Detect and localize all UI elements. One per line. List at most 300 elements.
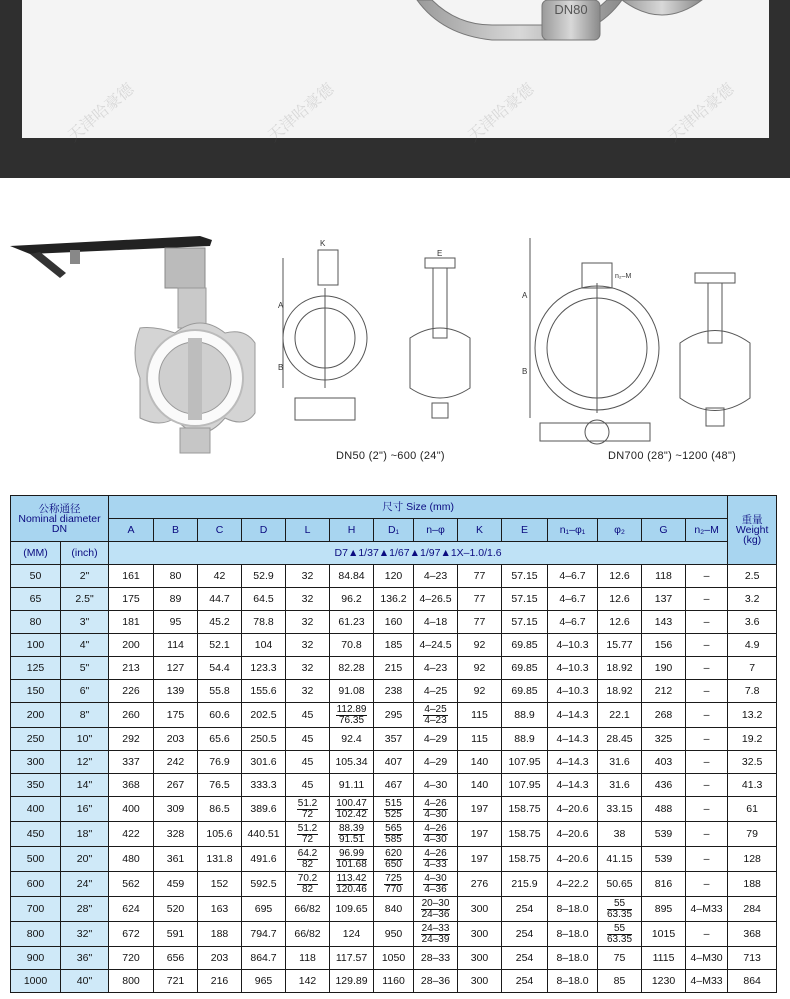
cell-e: 158.75 <box>502 847 548 872</box>
cell-inch: 40" <box>61 970 109 993</box>
header-nominal-diameter <box>11 496 109 542</box>
cell-e: 254 <box>502 970 548 993</box>
label-b: B <box>278 363 284 372</box>
cell-e: 69.85 <box>502 634 548 657</box>
cell-nphi: 4–26.5 <box>414 588 458 611</box>
cell-n1phi1: 4–14.3 <box>548 703 598 728</box>
cell-nphi <box>414 703 458 728</box>
table-row <box>11 703 777 728</box>
cell-d: 389.6 <box>242 797 286 822</box>
cell-g: 488 <box>642 797 686 822</box>
cell-n1phi1: 4–14.3 <box>548 728 598 751</box>
value-bottom: 4–30 <box>424 808 447 820</box>
value-top: 620 <box>385 847 402 859</box>
cell-w: 864 <box>728 970 777 993</box>
cell-inch: 16" <box>61 797 109 822</box>
value-top: 55 <box>607 924 632 935</box>
table-row <box>11 822 777 847</box>
cell-d1: 120 <box>374 565 414 588</box>
cell-l: 32 <box>286 657 330 680</box>
cell-a: 422 <box>109 822 154 847</box>
valve-drawings <box>0 178 790 493</box>
fraction-value <box>423 705 447 726</box>
cell-h: 105.34 <box>330 751 374 774</box>
fraction-value <box>297 824 318 845</box>
cell-e: 69.85 <box>502 657 548 680</box>
cell-b: 459 <box>154 872 198 897</box>
valve-top-illustration <box>22 0 769 138</box>
cell-a: 200 <box>109 634 154 657</box>
cell-b: 328 <box>154 822 198 847</box>
cell-g: 539 <box>642 822 686 847</box>
fraction-value <box>336 705 368 726</box>
cell-g: 190 <box>642 657 686 680</box>
cell-d1: 357 <box>374 728 414 751</box>
cell-d1: 1160 <box>374 970 414 993</box>
cell-a: 213 <box>109 657 154 680</box>
cell-l: 142 <box>286 970 330 993</box>
cell-b: 127 <box>154 657 198 680</box>
value-top: 4–30 <box>424 872 447 884</box>
cell-k: 92 <box>458 634 502 657</box>
cell-d: 440.51 <box>242 822 286 847</box>
cell-w: 61 <box>728 797 777 822</box>
cell-e: 215.9 <box>502 872 548 897</box>
label-b: B <box>522 367 528 376</box>
cell-g: 436 <box>642 774 686 797</box>
cell-n2m: – <box>686 680 728 703</box>
spec-table <box>10 495 777 993</box>
unit-inch: (inch) <box>61 542 109 565</box>
cell-c: 45.2 <box>198 611 242 634</box>
fraction-value <box>297 874 318 895</box>
cell-inch: 10" <box>61 728 109 751</box>
cell-a: 480 <box>109 847 154 872</box>
value-top: 51.2 <box>297 822 318 834</box>
cell-b: 721 <box>154 970 198 993</box>
cell-phi2: 50.65 <box>598 872 642 897</box>
cell-d: 301.6 <box>242 751 286 774</box>
table-row <box>11 751 777 774</box>
cell-w: 4.9 <box>728 634 777 657</box>
value-bottom: 63.35 <box>607 933 633 945</box>
fraction-value <box>607 899 632 920</box>
value-bottom: 24–36 <box>421 908 450 920</box>
cell-w: 13.2 <box>728 703 777 728</box>
fraction-value <box>384 824 403 845</box>
cell-g: 403 <box>642 751 686 774</box>
cell-a: 226 <box>109 680 154 703</box>
fraction-value <box>384 849 403 870</box>
cell-phi2: 18.92 <box>598 680 642 703</box>
value-top: 725 <box>385 872 402 884</box>
value-top: 70.2 <box>297 872 318 884</box>
cell-e: 158.75 <box>502 797 548 822</box>
cell-phi2: 33.15 <box>598 797 642 822</box>
cell-n2m: – <box>686 847 728 872</box>
cell-c: 203 <box>198 947 242 970</box>
cell-a: 292 <box>109 728 154 751</box>
cell-g: 137 <box>642 588 686 611</box>
cell-nphi: 28–36 <box>414 970 458 993</box>
table-row <box>11 947 777 970</box>
cell-b: 175 <box>154 703 198 728</box>
cell-inch: 5" <box>61 657 109 680</box>
cell-inch: 20" <box>61 847 109 872</box>
standard-code: D7▲1/37▲1/67▲1/97▲1X–1.0/1.6 <box>109 542 728 565</box>
cell-nphi: 4–30 <box>414 774 458 797</box>
cell-e: 57.15 <box>502 565 548 588</box>
header-nominal-en: Nominal diameter <box>18 512 101 525</box>
fraction-value <box>421 924 451 945</box>
cell-g: 268 <box>642 703 686 728</box>
cell-h: 91.11 <box>330 774 374 797</box>
column-header: E <box>502 519 548 542</box>
cell-w: 3.6 <box>728 611 777 634</box>
cell-l <box>286 847 330 872</box>
value-top: 112.89 <box>336 703 367 715</box>
cell-mm: 450 <box>11 822 61 847</box>
cell-phi2: 12.6 <box>598 588 642 611</box>
cell-d1 <box>374 847 414 872</box>
cell-n1phi1: 4–20.6 <box>548 797 598 822</box>
cell-d: 794.7 <box>242 922 286 947</box>
cell-h <box>330 847 374 872</box>
cell-d1: 160 <box>374 611 414 634</box>
cell-a: 800 <box>109 970 154 993</box>
cell-d1: 136.2 <box>374 588 414 611</box>
cell-phi2: 31.6 <box>598 751 642 774</box>
cell-nphi: 4–29 <box>414 728 458 751</box>
cell-w: 128 <box>728 847 777 872</box>
cell-d1: 238 <box>374 680 414 703</box>
cell-n2m: 4–M30 <box>686 947 728 970</box>
value-bottom: 72 <box>301 833 314 845</box>
cell-inch: 2.5" <box>61 588 109 611</box>
cell-c: 163 <box>198 897 242 922</box>
cell-a: 368 <box>109 774 154 797</box>
fraction-value <box>423 824 447 845</box>
label-a: A <box>522 291 528 300</box>
label-n2m: n₂–M <box>615 273 632 280</box>
cell-phi2: 75 <box>598 947 642 970</box>
cell-k: 115 <box>458 703 502 728</box>
cell-inch: 3" <box>61 611 109 634</box>
cell-inch: 6" <box>61 680 109 703</box>
value-bottom: 63.35 <box>607 908 633 920</box>
value-bottom: 120.46 <box>336 883 367 895</box>
cell-h: 96.2 <box>330 588 374 611</box>
cell-mm: 800 <box>11 922 61 947</box>
cell-d: 64.5 <box>242 588 286 611</box>
cell-n2m: – <box>686 774 728 797</box>
cell-d1 <box>374 872 414 897</box>
cell-h <box>330 703 374 728</box>
value-top: 4–26 <box>424 847 447 859</box>
cell-mm: 500 <box>11 847 61 872</box>
cell-k: 115 <box>458 728 502 751</box>
cell-d: 52.9 <box>242 565 286 588</box>
table-row <box>11 680 777 703</box>
cell-g: 1115 <box>642 947 686 970</box>
cell-g: 1015 <box>642 922 686 947</box>
table-row <box>11 565 777 588</box>
label-e: E <box>437 249 443 258</box>
cell-b: 309 <box>154 797 198 822</box>
cell-b: 591 <box>154 922 198 947</box>
cell-a: 624 <box>109 897 154 922</box>
column-header: D <box>242 519 286 542</box>
cell-d1: 215 <box>374 657 414 680</box>
column-header: D₁ <box>374 519 414 542</box>
cell-n1phi1: 4–10.3 <box>548 680 598 703</box>
cell-n1phi1: 8–18.0 <box>548 947 598 970</box>
cell-a: 175 <box>109 588 154 611</box>
value-top: 96.99 <box>336 849 367 860</box>
unit-mm: (MM) <box>11 542 61 565</box>
fraction-value <box>423 799 447 820</box>
cell-w: 19.2 <box>728 728 777 751</box>
cell-n1phi1: 4–6.7 <box>548 611 598 634</box>
value-top: 55 <box>607 899 632 910</box>
table-row <box>11 847 777 872</box>
cell-k: 92 <box>458 680 502 703</box>
cell-nphi <box>414 922 458 947</box>
drawing-dn50-side <box>410 249 470 418</box>
header-size: 尺寸 Size (mm) <box>109 496 728 519</box>
cell-e: 88.9 <box>502 728 548 751</box>
value-bottom: 4–30 <box>424 833 447 845</box>
cell-n2m: – <box>686 822 728 847</box>
value-bottom: 82 <box>301 883 314 895</box>
cell-h: 61.23 <box>330 611 374 634</box>
cell-w: 41.3 <box>728 774 777 797</box>
table-row <box>11 897 777 922</box>
value-top: 51.2 <box>297 797 318 809</box>
cell-b: 267 <box>154 774 198 797</box>
cell-mm: 900 <box>11 947 61 970</box>
value-top: 100.47 <box>336 797 367 809</box>
cell-l <box>286 797 330 822</box>
cell-l: 45 <box>286 728 330 751</box>
cell-nphi <box>414 822 458 847</box>
cell-c: 60.6 <box>198 703 242 728</box>
cell-e: 57.15 <box>502 588 548 611</box>
cell-b: 89 <box>154 588 198 611</box>
header-weight-en: Weight <box>735 524 769 536</box>
cell-k: 77 <box>458 565 502 588</box>
cell-nphi: 28–33 <box>414 947 458 970</box>
cell-n1phi1: 4–6.7 <box>548 588 598 611</box>
cell-d: 695 <box>242 897 286 922</box>
technical-drawings <box>0 178 790 493</box>
column-header: H <box>330 519 374 542</box>
value-bottom: 24–39 <box>421 933 450 945</box>
fraction-value <box>607 924 632 945</box>
cell-a: 672 <box>109 922 154 947</box>
cell-d1: 185 <box>374 634 414 657</box>
cell-e: 254 <box>502 922 548 947</box>
cell-d: 965 <box>242 970 286 993</box>
cell-l: 32 <box>286 634 330 657</box>
cell-l: 118 <box>286 947 330 970</box>
cell-a: 161 <box>109 565 154 588</box>
table-row <box>11 774 777 797</box>
cell-b: 114 <box>154 634 198 657</box>
value-bottom: 91.51 <box>339 833 365 845</box>
cell-inch: 18" <box>61 822 109 847</box>
cell-e: 57.15 <box>502 611 548 634</box>
column-header: K <box>458 519 502 542</box>
cell-n1phi1: 4–20.6 <box>548 822 598 847</box>
cell-phi2: 22.1 <box>598 703 642 728</box>
drawing-dn700-side <box>680 273 750 426</box>
cell-e: 107.95 <box>502 774 548 797</box>
cell-h: 70.8 <box>330 634 374 657</box>
fraction-value <box>297 849 318 870</box>
cell-w: 7 <box>728 657 777 680</box>
cell-nphi <box>414 847 458 872</box>
cell-n2m: – <box>686 872 728 897</box>
cell-mm: 65 <box>11 588 61 611</box>
value-top: 515 <box>385 797 402 809</box>
value-bottom: 4–33 <box>424 858 447 870</box>
cell-c: 76.9 <box>198 751 242 774</box>
value-top: 113.42 <box>336 872 367 884</box>
cell-l: 66/82 <box>286 922 330 947</box>
cell-inch: 24" <box>61 872 109 897</box>
cell-d1: 1050 <box>374 947 414 970</box>
value-top: 20–30 <box>421 897 450 909</box>
column-header: A <box>109 519 154 542</box>
cell-b: 656 <box>154 947 198 970</box>
cell-h: 124 <box>330 922 374 947</box>
cell-phi2: 41.15 <box>598 847 642 872</box>
cell-c: 52.1 <box>198 634 242 657</box>
value-bottom: 4–36 <box>424 883 447 895</box>
cell-d1: 950 <box>374 922 414 947</box>
cell-c: 216 <box>198 970 242 993</box>
cell-l: 45 <box>286 774 330 797</box>
fraction-value <box>423 874 447 895</box>
cell-d1: 467 <box>374 774 414 797</box>
cell-g: 118 <box>642 565 686 588</box>
cell-d: 333.3 <box>242 774 286 797</box>
cell-a: 337 <box>109 751 154 774</box>
header-weight-cn: 重量 <box>741 514 763 526</box>
cell-n2m: – <box>686 634 728 657</box>
cell-a: 181 <box>109 611 154 634</box>
header-nominal-dn: DN <box>51 522 68 535</box>
cell-c: 55.8 <box>198 680 242 703</box>
cell-a: 400 <box>109 797 154 822</box>
fraction-value <box>338 824 365 845</box>
cell-inch: 36" <box>61 947 109 970</box>
value-bottom: 72 <box>301 808 314 820</box>
cell-h: 117.57 <box>330 947 374 970</box>
cell-n2m: 4–M33 <box>686 897 728 922</box>
cell-h <box>330 872 374 897</box>
cell-c: 131.8 <box>198 847 242 872</box>
drawing-dn50-front <box>278 239 367 420</box>
cell-n1phi1: 4–10.3 <box>548 634 598 657</box>
cell-l: 66/82 <box>286 897 330 922</box>
cell-n1phi1: 4–10.3 <box>548 657 598 680</box>
label-a: A <box>278 301 284 310</box>
cell-phi2: 12.6 <box>598 565 642 588</box>
caption-large-range: DN700 (28") ~1200 (48") <box>608 450 737 462</box>
watermark: 天津哈豪德 <box>263 79 338 146</box>
cell-h: 84.84 <box>330 565 374 588</box>
cell-k: 300 <box>458 897 502 922</box>
valve-photo-top <box>22 0 769 138</box>
cell-g: 539 <box>642 847 686 872</box>
table-row <box>11 611 777 634</box>
cell-l: 45 <box>286 703 330 728</box>
table-row <box>11 970 777 993</box>
cell-l: 32 <box>286 565 330 588</box>
cell-mm: 400 <box>11 797 61 822</box>
table-row <box>11 588 777 611</box>
stamp-text: DN80 <box>554 2 588 17</box>
cell-w: 3.2 <box>728 588 777 611</box>
cell-mm: 250 <box>11 728 61 751</box>
cell-b: 80 <box>154 565 198 588</box>
cell-g: 325 <box>642 728 686 751</box>
cell-c: 152 <box>198 872 242 897</box>
cell-d1 <box>374 797 414 822</box>
cell-n1phi1: 4–20.6 <box>548 847 598 872</box>
cell-inch: 28" <box>61 897 109 922</box>
cell-n1phi1: 4–22.2 <box>548 872 598 897</box>
cell-mm: 1000 <box>11 970 61 993</box>
column-header: C <box>198 519 242 542</box>
cell-mm: 100 <box>11 634 61 657</box>
cell-d: 104 <box>242 634 286 657</box>
value-bottom: 4–23 <box>424 714 447 726</box>
value-bottom: 76.35 <box>339 714 365 726</box>
cell-phi2: 15.77 <box>598 634 642 657</box>
cell-nphi: 4–23 <box>414 657 458 680</box>
cell-n2m: – <box>686 565 728 588</box>
cell-h: 92.4 <box>330 728 374 751</box>
cell-d1 <box>374 822 414 847</box>
cell-l: 32 <box>286 611 330 634</box>
value-bottom: 82 <box>301 858 314 870</box>
cell-k: 140 <box>458 774 502 797</box>
cell-e: 254 <box>502 947 548 970</box>
cell-w: 79 <box>728 822 777 847</box>
cell-phi2: 18.92 <box>598 657 642 680</box>
header-nominal-cn: 公称通径 <box>38 502 81 515</box>
cell-h <box>330 797 374 822</box>
cell-mm: 350 <box>11 774 61 797</box>
column-header: L <box>286 519 330 542</box>
cell-c: 86.5 <box>198 797 242 822</box>
cell-n2m: – <box>686 611 728 634</box>
fraction-value <box>297 799 318 820</box>
cell-l <box>286 872 330 897</box>
cell-b: 520 <box>154 897 198 922</box>
cell-mm: 200 <box>11 703 61 728</box>
value-top: 565 <box>385 822 402 834</box>
cell-e: 107.95 <box>502 751 548 774</box>
fraction-value <box>336 874 368 895</box>
cell-phi2: 12.6 <box>598 611 642 634</box>
cell-g: 156 <box>642 634 686 657</box>
cell-b: 95 <box>154 611 198 634</box>
cell-c: 65.6 <box>198 728 242 751</box>
